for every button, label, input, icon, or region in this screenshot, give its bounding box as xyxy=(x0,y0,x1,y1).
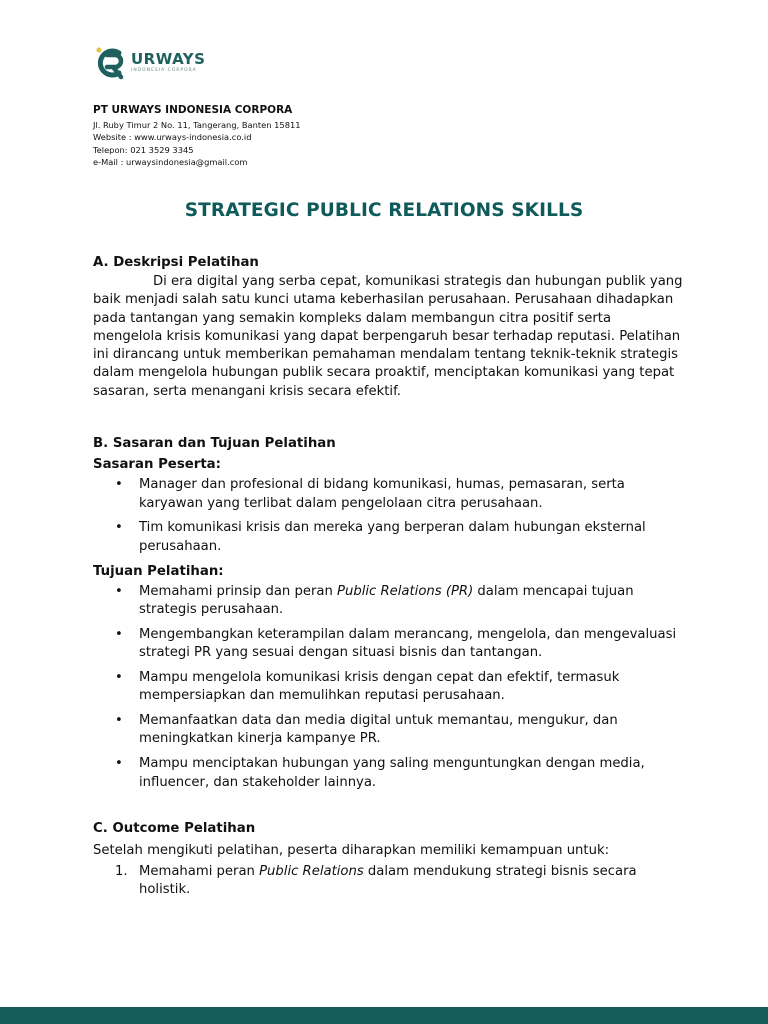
list-number: 1. xyxy=(115,863,128,879)
bullet-icon: • xyxy=(115,756,123,772)
bullet-icon: • xyxy=(115,670,123,686)
outcome-list xyxy=(93,863,683,900)
urways-logo-icon xyxy=(93,45,129,81)
company-address: Jl. Ruby Timur 2 No. 11, Tangerang, Banten 15811 xyxy=(93,120,301,130)
list-item: • Memahami prinsip dan peran Public Relations (PR) dalam mencapai tujuan strategis perusahaan. xyxy=(115,583,634,618)
section-b-heading: B. Sasaran dan Tujuan Pelatihan xyxy=(93,436,336,452)
bullet-icon: • xyxy=(115,477,123,493)
section-c-intro: Setelah mengikuti pelatihan, peserta diharapkan memiliki kemampuan untuk: xyxy=(93,843,610,859)
logo-subtitle: INDONESIA CORPORA xyxy=(131,68,197,74)
tujuan-list xyxy=(93,583,683,792)
footer-bar xyxy=(0,1007,768,1024)
list-item: • Tim komunikasi krisis dan mereka yang berperan dalam hubungan eksternal perusahaan. xyxy=(115,520,646,554)
section-a-paragraph: Di era digital yang serba cepat, komunikasi strategis dan hubungan publik yang baik menjadi salah satu kunci utama keberhasilan perusahaan. Perusahaan dihadapkan pada tantangan yang semakin kompleks dalam membangun citra positif serta mengelola krisis komunikasi yang dapat berpengaruh besar terhadap reputasi. Pelatihan ini dirancang untuk memberikan pemahaman mendalam tentang teknik-teknik strategis dalam mengelola hubungan publik secara proaktif, menciptakan komunikasi yang tepat sasaran, serta menangani krisis secara efektif. xyxy=(93,274,683,399)
company-info xyxy=(93,104,301,168)
sasaran-heading: Sasaran Peserta: xyxy=(93,457,221,473)
document-title: STRATEGIC PUBLIC RELATIONS SKILLS xyxy=(184,200,584,221)
tujuan-heading: Tujuan Pelatihan: xyxy=(93,563,224,579)
sasaran-list xyxy=(93,476,683,556)
company-phone: Telepon: 021 3529 3345 xyxy=(93,144,194,155)
company-logo xyxy=(93,45,205,81)
bullet-icon: • xyxy=(115,583,123,599)
document-body xyxy=(93,254,683,899)
bullet-icon: • xyxy=(115,626,123,642)
list-item: • Mampu mengelola komunikasi krisis dengan cepat dan efektif, termasuk mempersiapkan dan memulihkan reputasi perusahaan. xyxy=(115,670,620,704)
company-website: Website : www.urways-indonesia.co.id xyxy=(93,132,252,143)
list-item: • Manager dan profesional di bidang komunikasi, humas, pemasaran, serta karyawan yang terlibat dalam pengelolaan citra perusahaan. xyxy=(115,477,625,511)
list-item: 1. Memahami peran Public Relations dalam mendukung strategi bisnis secara holistik. xyxy=(115,863,637,897)
company-name: PT URWAYS INDONESIA CORPORA xyxy=(93,104,293,116)
company-email: e-Mail : urwaysindonesia@gmail.com xyxy=(93,156,248,167)
section-a-heading: A. Deskripsi Pelatihan xyxy=(93,255,259,270)
section-c-heading: C. Outcome Pelatihan xyxy=(93,821,256,837)
bullet-icon: • xyxy=(115,520,123,536)
list-item: • Memanfaatkan data dan media digital untuk memantau, mengukur, dan meningkatkan kinerja kampanye PR. xyxy=(115,713,618,747)
bullet-icon: • xyxy=(115,713,123,729)
logo-wordmark: URWAYS xyxy=(131,50,206,69)
list-item: • Mampu menciptakan hubungan yang saling menguntungkan dengan media, influencer, dan stakeholder lainnya. xyxy=(115,756,645,790)
list-item: • Mengembangkan keterampilan dalam merancang, mengelola, dan mengevaluasi strategi PR yang sesuai dengan situasi bisnis dan tantangan. xyxy=(115,626,677,661)
